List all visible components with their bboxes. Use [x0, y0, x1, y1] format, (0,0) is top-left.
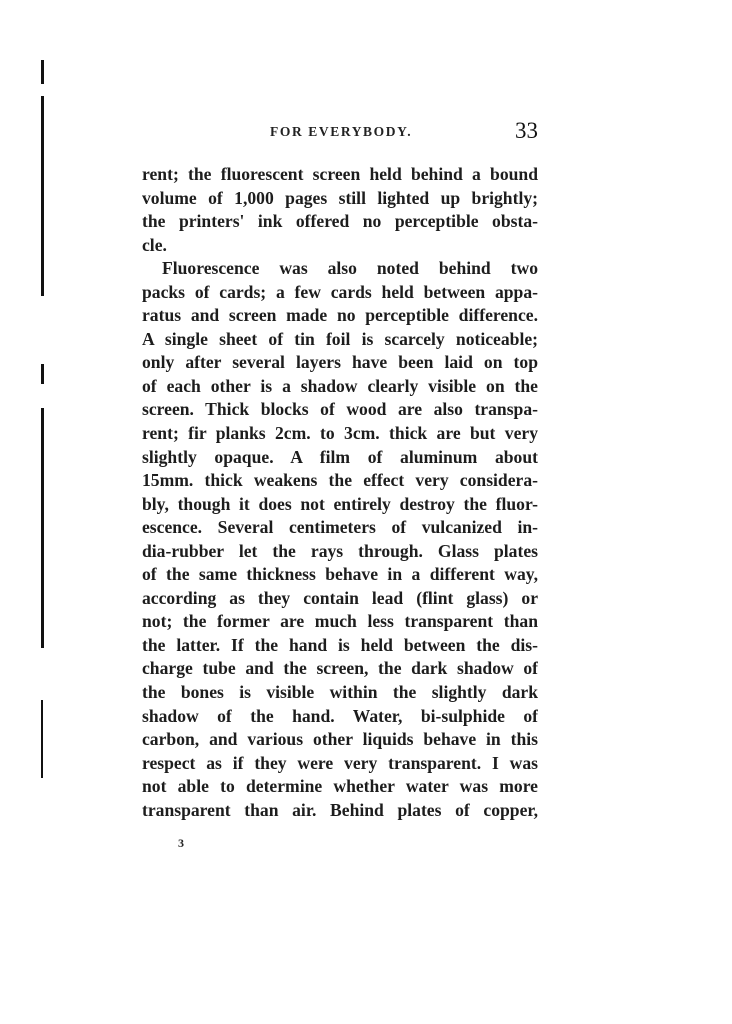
- text-line: of the same thickness behave in a different way,: [142, 564, 538, 585]
- text-line: only after several layers have been laid on top: [142, 352, 538, 373]
- page-number: 33: [515, 118, 538, 143]
- text-line: rent; the fluorescent screen held behind a bound: [142, 164, 538, 184]
- text-line: the bones is visible within the slightly dark: [142, 682, 538, 703]
- text-line: cle.: [142, 234, 167, 255]
- text-line: packs of cards; a few cards held between appa-: [142, 281, 538, 302]
- binding-mark: [41, 700, 43, 778]
- text-line: 15mm. thick weakens the effect very considera-: [142, 470, 538, 491]
- text-line: of each other is a shadow clearly visible on the: [142, 375, 538, 396]
- text-line: rent; fir planks 2cm. to 3cm. thick are but very: [142, 423, 538, 444]
- text-line: carbon, and various other liquids behave in this: [142, 729, 538, 750]
- text-line: the latter. If the hand is held between the dis-: [142, 634, 538, 655]
- binding-mark: [41, 60, 44, 84]
- binding-mark: [41, 96, 44, 296]
- running-header: [142, 118, 538, 152]
- text-line: A single sheet of tin foil is scarcely noticeable;: [142, 328, 538, 349]
- text-line: dia-rubber let the rays through. Glass plates: [142, 540, 538, 561]
- text-line: respect as if they were very transparent. I was: [142, 752, 538, 773]
- body-text: [142, 163, 538, 822]
- text-line: not able to determine whether water was more: [142, 776, 538, 797]
- text-line: volume of 1,000 pages still lighted up brightly;: [142, 187, 538, 208]
- text-line: transparent than air. Behind plates of copper,: [142, 799, 538, 820]
- signature-mark: 3: [178, 836, 184, 850]
- text-line: slightly opaque. A film of aluminum about: [142, 446, 538, 467]
- text-line: according as they contain lead (flint glass) or: [142, 587, 538, 608]
- text-line: bly, though it does not entirely destroy the fluor-: [142, 493, 538, 514]
- text-line: screen. Thick blocks of wood are also transpa-: [142, 399, 538, 420]
- text-line: shadow of the hand. Water, bi-sulphide of: [142, 705, 538, 726]
- text-line: not; the former are much less transparent than: [142, 611, 538, 632]
- text-line: escence. Several centimeters of vulcanized in-: [142, 517, 538, 538]
- text-line: Fluorescence was also noted behind two: [162, 258, 538, 279]
- text-line: the printers' ink offered no perceptible obsta-: [142, 211, 538, 232]
- text-line: charge tube and the screen, the dark shadow of: [142, 658, 538, 679]
- running-title: FOR EVERYBODY.: [270, 124, 413, 139]
- binding-mark: [41, 408, 44, 648]
- text-line: ratus and screen made no perceptible difference.: [142, 305, 538, 326]
- binding-mark: [41, 364, 44, 384]
